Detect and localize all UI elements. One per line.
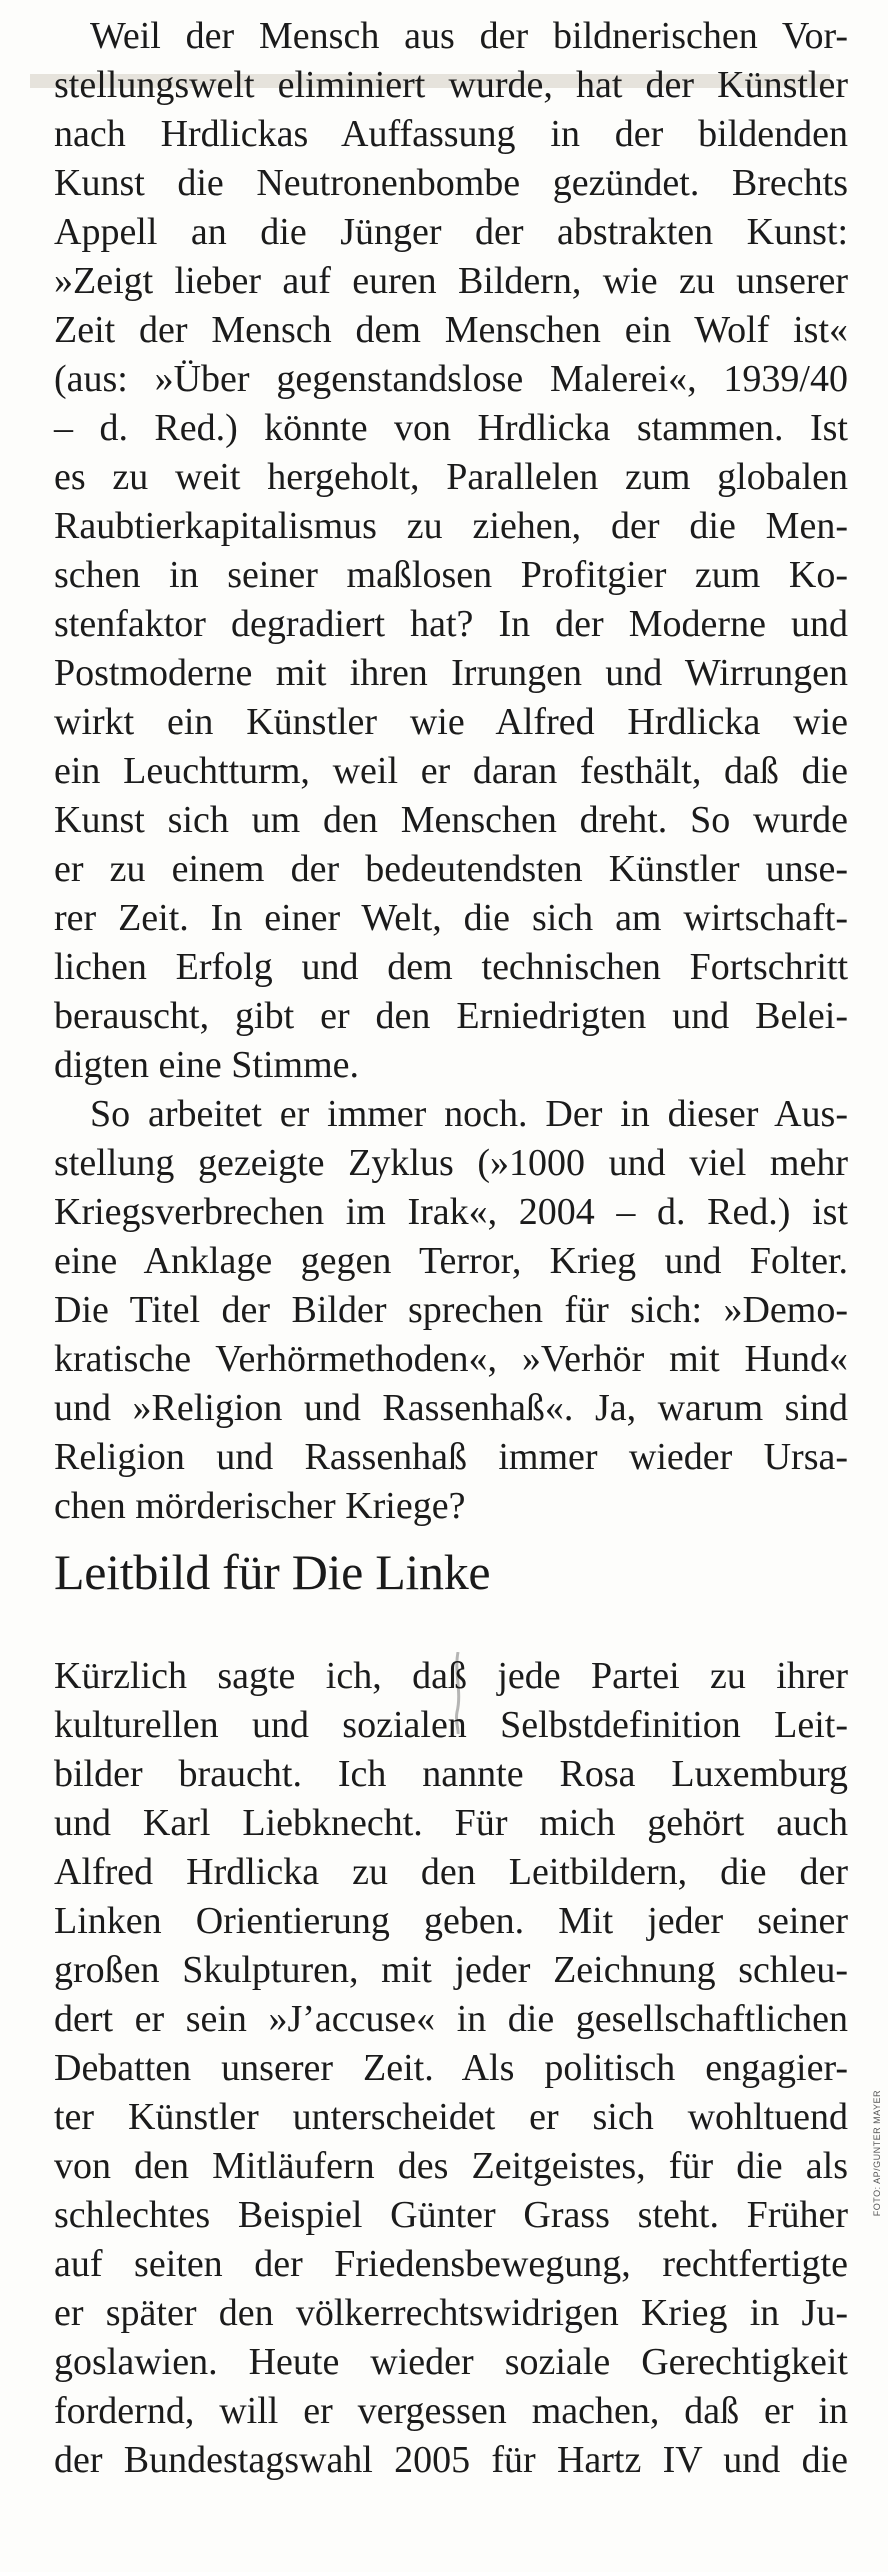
text-line: goslawien. Heute wieder soziale Gerechtigkeit <box>54 2341 848 2383</box>
text-line: digten eine Stimme. <box>54 1044 360 1086</box>
text-line: es zu weit hergeholt, Parallelen zum globalen <box>54 456 848 498</box>
text-line: Debatten unserer Zeit. Als politisch engagier- <box>54 2047 848 2089</box>
text-line: nach Hrdlickas Auffassung in der bildenden <box>54 113 848 155</box>
text-line: chen mörderischer Kriege? <box>54 1485 466 1527</box>
text-line: »Zeigt lieber auf euren Bildern, wie zu unserer <box>54 260 848 302</box>
text-line: stellungswelt eliminiert wurde, hat der Künstler <box>54 64 848 106</box>
text-line: der Bundestagswahl 2005 für Hartz IV und die <box>54 2439 848 2481</box>
text-line: Religion und Rassenhaß immer wieder Ursa- <box>54 1436 848 1478</box>
text-line: Postmoderne mit ihren Irrungen und Wirrungen <box>54 652 848 694</box>
text-line: Zeit der Mensch dem Menschen ein Wolf ist« <box>54 309 848 351</box>
text-line: von den Mitläufern des Zeitgeistes, für die als <box>54 2145 848 2187</box>
text-line: ter Künstler unterscheidet er sich wohltuend <box>54 2096 848 2138</box>
text-line: Kürzlich sagte ich, daß jede Partei zu ihrer <box>54 1655 848 1697</box>
text-line: ein Leuchtturm, weil er daran festhält, daß die <box>54 750 848 792</box>
text-line: (aus: »Über gegenstandslose Malerei«, 1939/40 <box>54 358 848 400</box>
text-line: Raubtierkapitalismus zu ziehen, der die Men- <box>54 505 848 547</box>
text-line: rer Zeit. In einer Welt, die sich am wirtschaft- <box>54 897 848 939</box>
text-line: berauscht, gibt er den Erniedrigten und Belei- <box>54 995 848 1037</box>
text-line: Appell an die Jünger der abstrakten Kunst: <box>54 211 848 253</box>
text-line: – d. Red.) könnte von Hrdlicka stammen. Ist <box>54 407 848 449</box>
article-column-top <box>54 12 848 1531</box>
text-line: großen Skulpturen, mit jeder Zeichnung schleu- <box>54 1949 848 1991</box>
text-line: Die Titel der Bilder sprechen für sich: »Demo- <box>54 1289 848 1331</box>
text-line: kulturellen und sozialen Selbstdefinition Leit- <box>54 1704 848 1746</box>
text-line: fordernd, will er vergessen machen, daß er in <box>54 2390 848 2432</box>
text-line: wirkt ein Künstler wie Alfred Hrdlicka wie <box>54 701 848 743</box>
article-column-bottom <box>54 1652 848 2485</box>
photo-credit: FOTO: AP/GUNTER MAYER <box>872 2090 882 2217</box>
text-line: bilder braucht. Ich nannte Rosa Luxemburg <box>54 1753 848 1795</box>
text-line: dert er sein »J’accuse« in die gesellschaftlichen <box>54 1998 848 2040</box>
text-line: Linken Orientierung geben. Mit jeder seiner <box>54 1900 848 1942</box>
text-line: und »Religion und Rassenhaß«. Ja, warum sind <box>54 1387 848 1429</box>
text-line: Kunst die Neutronenbombe gezündet. Brechts <box>54 162 848 204</box>
text-line: Kunst sich um den Menschen dreht. So wurde <box>54 799 848 841</box>
text-line: So arbeitet er immer noch. Der in dieser Aus- <box>90 1093 848 1135</box>
text-line: Weil der Mensch aus der bildnerischen Vor- <box>90 15 848 57</box>
text-line: er zu einem der bedeutendsten Künstler unse- <box>54 848 848 890</box>
text-line: stellung gezeigte Zyklus (»1000 und viel mehr <box>54 1142 848 1184</box>
text-line: lichen Erfolg und dem technischen Fortschritt <box>54 946 848 988</box>
text-line: eine Anklage gegen Terror, Krieg und Folter. <box>54 1240 848 1282</box>
text-line: Kriegsverbrechen im Irak«, 2004 – d. Red.) ist <box>54 1191 848 1233</box>
text-line: kratische Verhörmethoden«, »Verhör mit Hund« <box>54 1338 848 1380</box>
text-line: schen in seiner maßlosen Profitgier zum Ko- <box>54 554 848 596</box>
text-line: auf seiten der Friedensbewegung, rechtfertigte <box>54 2243 848 2285</box>
text-line: Alfred Hrdlicka zu den Leitbildern, die der <box>54 1851 848 1893</box>
text-line: schlechtes Beispiel Günter Grass steht. Früher <box>54 2194 848 2236</box>
text-line: und Karl Liebknecht. Für mich gehört auch <box>54 1802 848 1844</box>
section-heading: Leitbild für Die Linke <box>54 1544 491 1600</box>
text-line: er später den völkerrechtswidrigen Krieg in Ju- <box>54 2292 848 2334</box>
text-line: stenfaktor degradiert hat? In der Moderne und <box>54 603 848 645</box>
